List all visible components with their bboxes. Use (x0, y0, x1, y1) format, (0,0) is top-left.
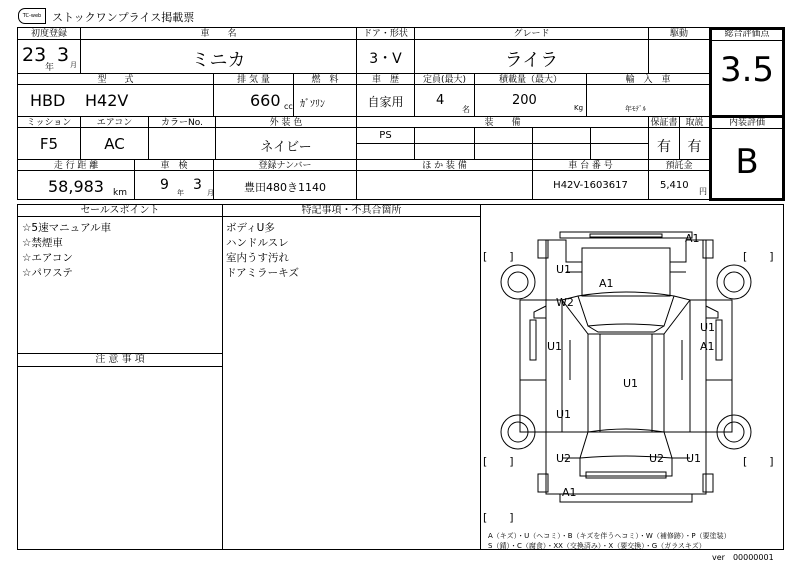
hdr-warranty: 保証書 (650, 118, 678, 128)
displacement: 660 (250, 91, 281, 110)
list-item: ☆エアコン (22, 252, 73, 264)
hdr-load: 積載量（最大） (498, 75, 562, 85)
mark-rear: U2 (649, 452, 665, 465)
first-reg-month: 3 (57, 44, 70, 66)
bracket-legend: [ ] (483, 511, 514, 524)
mark-left-front-door: U1 (547, 340, 563, 353)
list-item: ☆禁煙車 (22, 237, 63, 249)
mark-roof: U1 (623, 377, 639, 390)
capacity: 4 (436, 93, 445, 108)
mark-left-rear: U1 (556, 408, 572, 421)
hdr-manual: 取説 (685, 118, 704, 128)
mark-hood: A1 (599, 277, 614, 290)
chassis-no: H42V-1603617 (553, 180, 628, 191)
car-diagram (501, 232, 751, 502)
hdr-door: ドア・形状 (363, 29, 408, 39)
manual: 有 (687, 139, 702, 155)
mark-right-front-door-a: A1 (700, 340, 715, 353)
hdr-plate: 登録ナンバー (258, 161, 312, 171)
hdr-fuel: 燃 料 (311, 75, 339, 85)
year-unit: 年 (45, 63, 55, 73)
hdr-equipment: 装 備 (484, 118, 521, 128)
list-item: 室内うす汚れ (226, 252, 289, 264)
list-item: ハンドルスレ (226, 237, 289, 249)
plate: 豊田480き1140 (244, 181, 326, 194)
car-name: ミニカ (191, 50, 246, 71)
hdr-model: 型 式 (97, 75, 134, 85)
hdr-exterior-color: 外 装 色 (269, 118, 303, 128)
mark-right-front-door-u: U1 (700, 321, 716, 334)
grade: ライラ (504, 50, 559, 71)
legend-line-1: A（キズ）・U（ヘコミ）・B（キズを伴うヘコミ）・W（補修跡）・P（要塗装） (488, 532, 731, 540)
model-prefix: HBD (30, 91, 66, 110)
notes-header: 特記事項・不具合箇所 (301, 205, 402, 216)
exterior-color: ネイビー (260, 140, 312, 155)
bracket-right-top: [ ] (743, 250, 774, 263)
deposit-unit: 円 (699, 187, 707, 196)
mark-windshield: W2 (556, 296, 574, 309)
hdr-chassis-no: 車 台 番 号 (568, 161, 613, 171)
hdr-car-name: 車 名 (200, 29, 237, 39)
damage-legend (488, 531, 731, 551)
hdr-interior-score: 内装評価 (728, 118, 765, 128)
bracket-right-bottom: [ ] (743, 455, 774, 468)
warranty: 有 (657, 139, 671, 155)
bracket-left-bottom: [ ] (483, 455, 514, 468)
hdr-import: 輸 入 車 (625, 75, 671, 85)
list-item: ☆5速マニュアル車 (22, 222, 112, 234)
list-item: ドアミラーキズ (226, 267, 299, 279)
hdr-inspection: 車 検 (160, 161, 188, 171)
first-reg-year: 23 (22, 44, 47, 66)
version: ver 00000001 (712, 553, 774, 562)
door-shape: 3・V (369, 51, 402, 67)
mark-left-rear-fender: U2 (556, 452, 572, 465)
sales-points-header: セールスポイント (80, 205, 160, 216)
model: H42V (85, 91, 129, 110)
hdr-capacity: 定員(最大) (422, 75, 467, 85)
hdr-mission: ミッション (26, 118, 72, 128)
hdr-drive: 駆動 (669, 29, 688, 39)
overall-score: 3.5 (719, 50, 775, 90)
list-item: ☆パワステ (22, 267, 73, 279)
deposit: 5,410 (660, 180, 689, 191)
capacity-unit: 名 (462, 105, 470, 114)
hdr-first-reg: 初度登録 (30, 29, 67, 39)
hdr-deposit: 預託金 (665, 161, 693, 171)
interior-score: B (735, 142, 759, 182)
equipment-ps: PS (379, 130, 392, 141)
hdr-grade: グレード (513, 29, 550, 39)
hdr-overall-score: 総合評価点 (724, 29, 770, 39)
hdr-color-no: カラーNo. (161, 118, 203, 128)
mark-front-left: U1 (556, 263, 572, 276)
month-unit: 月 (70, 61, 77, 69)
mileage-unit: km (113, 188, 127, 198)
hdr-history: 車 歴 (371, 75, 399, 85)
mark-right-rear: U1 (686, 452, 702, 465)
inspection-year: 9 (160, 177, 169, 193)
mark-rear-bumper: A1 (562, 486, 577, 499)
history: 自家用 (367, 95, 404, 109)
inspection-month-unit: 月 (207, 189, 214, 197)
fuel: ｶﾞｿﾘﾝ (300, 99, 325, 110)
mission: F5 (39, 135, 59, 153)
displacement-unit: cc (284, 102, 293, 111)
list-item: ボディU多 (226, 222, 275, 234)
load: 200 (512, 93, 537, 108)
inspection-month: 3 (193, 177, 202, 193)
legend-line-2: S（錆）・C（腐食）・XX（交換済み）・X（要交換）・G（ガラスキズ） (488, 542, 706, 550)
inspection-year-unit: 年 (177, 189, 184, 197)
bracket-left-top: [ ] (483, 250, 514, 263)
caution-header: 注 意 事 項 (95, 354, 145, 365)
import-model-year: 年ﾓﾃﾞﾙ (625, 105, 646, 113)
mileage: 58,983 (48, 177, 104, 196)
hdr-other-equipment: ほ か 装 備 (422, 161, 467, 171)
hdr-aircon: エアコン (96, 118, 133, 128)
logo: TC-web (18, 8, 46, 24)
hdr-mileage: 走 行 距 離 (53, 161, 99, 171)
notes-list (226, 221, 299, 281)
sales-points-list (22, 221, 111, 281)
mark-front-right: A1 (685, 232, 700, 245)
load-unit: Kg (574, 104, 584, 112)
aircon: AC (104, 135, 125, 153)
page-title: ストックワンプライス掲載票 (52, 11, 195, 24)
hdr-displacement: 排 気 量 (237, 75, 270, 85)
